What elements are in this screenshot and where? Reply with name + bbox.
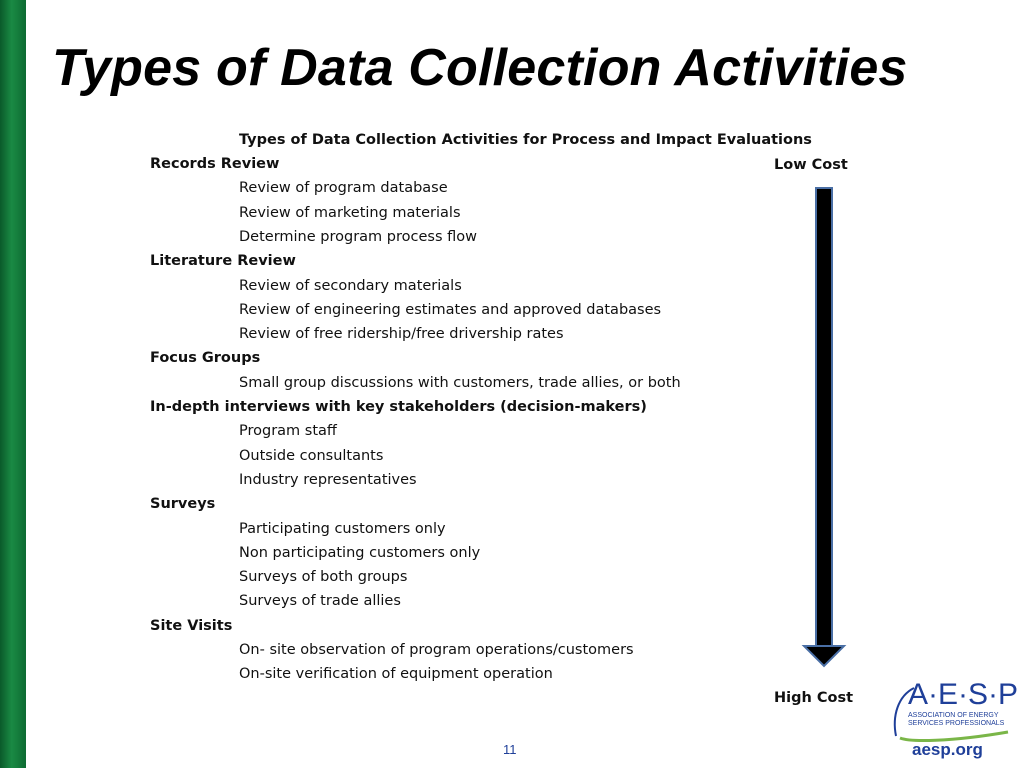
- activity-item: Non participating customers only: [239, 544, 481, 561]
- activity-item: Outside consultants: [239, 447, 384, 464]
- activity-item: Review of marketing materials: [239, 204, 461, 221]
- activity-item: On- site observation of program operations/customers: [239, 642, 634, 658]
- cost-arrow-icon: [800, 186, 848, 668]
- category-heading: Literature Review: [150, 253, 296, 270]
- slide-title: Types of Data Collection Activities: [52, 39, 908, 97]
- activity-item: On-site verification of equipment operation: [239, 666, 553, 683]
- category-heading: Surveys: [150, 496, 216, 513]
- activity-item: Participating customers only: [239, 520, 446, 537]
- aesp-logo: [890, 676, 1020, 766]
- activity-item: Determine program process flow: [239, 228, 477, 245]
- category-heading: Site Visits: [150, 617, 233, 634]
- activity-item: Program staff: [239, 423, 337, 440]
- activity-item: Industry representatives: [239, 471, 417, 488]
- activity-item: Review of engineering estimates and approved databases: [239, 301, 662, 318]
- page-number: 11: [503, 742, 517, 757]
- activity-item: Surveys of both groups: [239, 569, 408, 586]
- logo-url-link[interactable]: aesp.org: [912, 740, 983, 759]
- table-heading: Types of Data Collection Activities for Process and Impact Evaluations: [239, 132, 812, 148]
- category-heading: In-depth interviews with key stakeholders (decision-makers): [150, 399, 647, 415]
- high-cost-label: High Cost: [774, 690, 854, 706]
- activity-item: Review of program database: [239, 180, 448, 197]
- activity-item: Surveys of trade allies: [239, 593, 401, 610]
- activity-item: Small group discussions with customers, trade allies, or both: [239, 374, 681, 391]
- category-heading: Records Review: [150, 156, 280, 172]
- logo-subtitle: [908, 712, 1018, 728]
- side-accent-bar: [0, 0, 26, 768]
- low-cost-label: Low Cost: [774, 157, 848, 173]
- logo-subtitle-line2: SERVICES PROFESSIONALS: [908, 720, 1005, 727]
- activity-item: Review of free ridership/free drivership rates: [239, 326, 564, 343]
- logo-wordmark: A·E·S·P: [908, 678, 1019, 711]
- activity-item: Review of secondary materials: [239, 277, 462, 294]
- category-heading: Focus Groups: [150, 350, 261, 367]
- logo-subtitle-line1: ASSOCIATION OF ENERGY: [908, 712, 999, 719]
